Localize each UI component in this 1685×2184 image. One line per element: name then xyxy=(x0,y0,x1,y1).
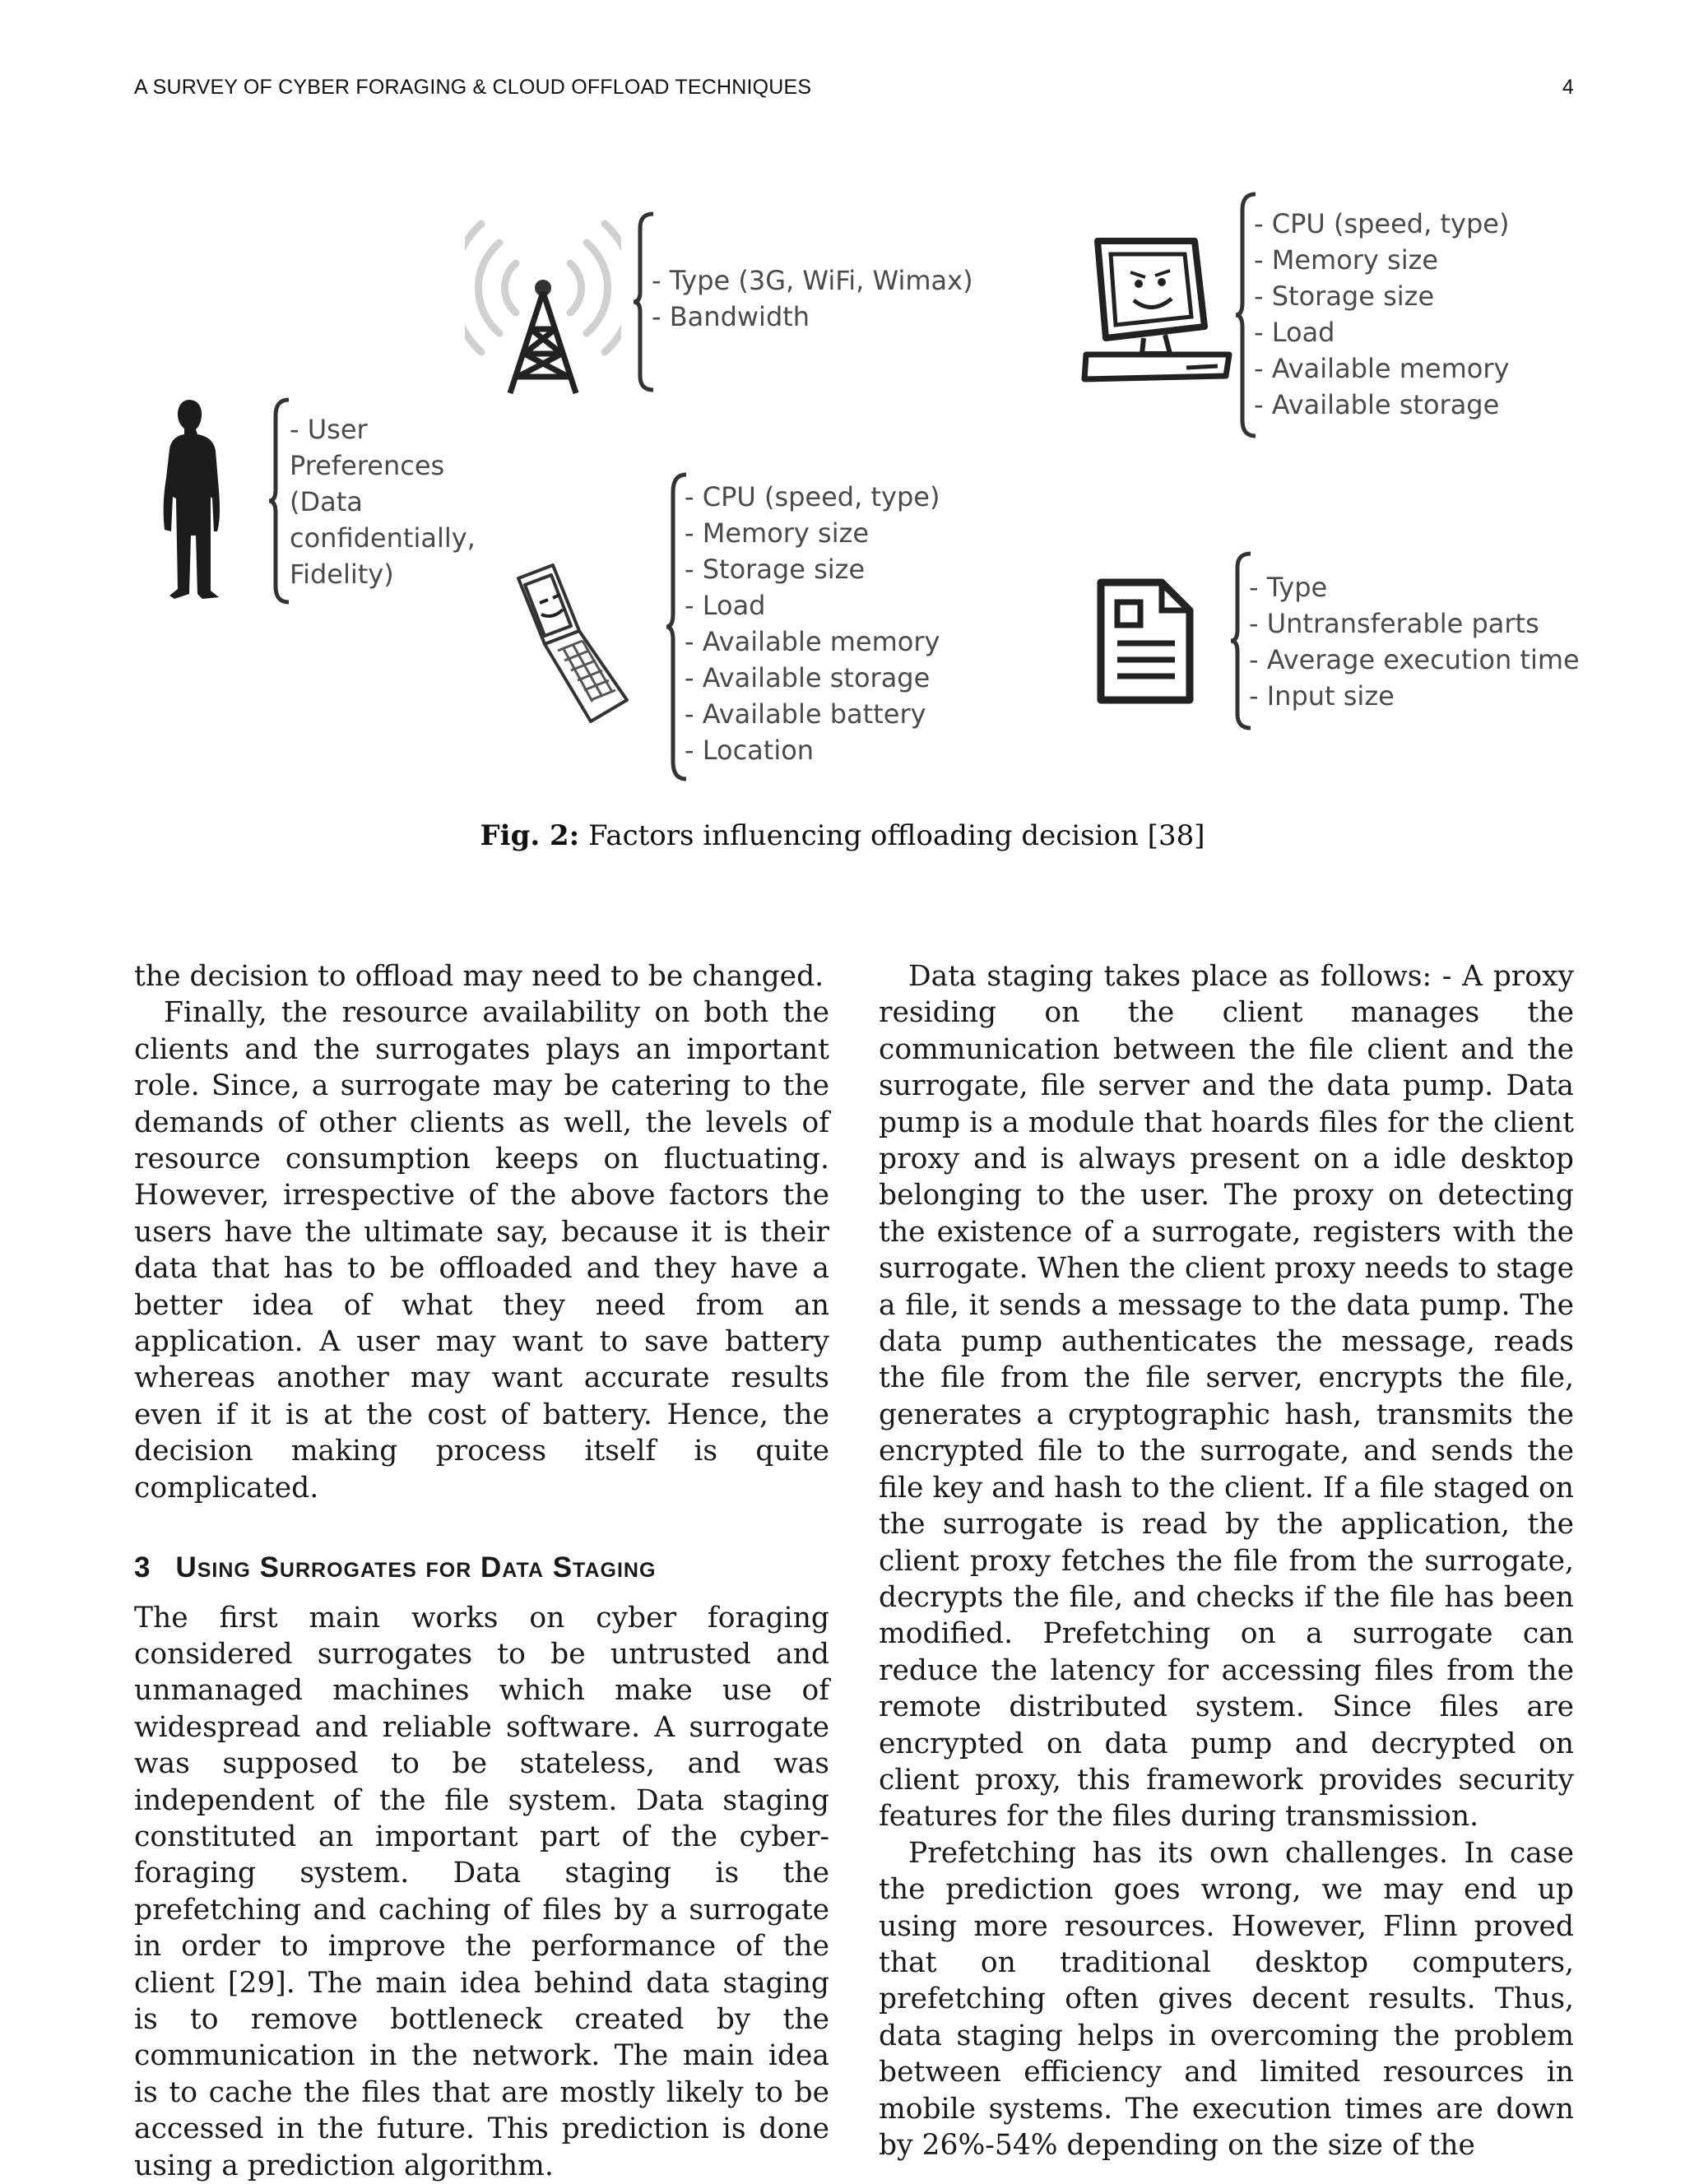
mobile-factor: - Available battery xyxy=(685,696,940,732)
mobile-factor: - Available memory xyxy=(685,624,940,660)
desktop-computer-icon xyxy=(1079,234,1236,387)
user-factor: - User xyxy=(290,411,476,447)
paragraph: Data staging takes place as follows: - A proxy residing on the client manages the communication between the file client and the surrogate, file server and the data pump. Data pump is a module that hoards files for the client proxy and is always present on a idle desktop belonging to the user. The proxy on detecting the existence of a surrogate, registers with the surrogate. When the client proxy needs to stage a file, it sends a message to the data pump. The data pump authenticates the message, reads the file from the file server, encrypts the file, generates a cryptographic hash, transmits the encrypted file to the surrogate, and sends the file key and hash to the client. If a file staged on the surrogate is read by the application, the client proxy fetches the file from the surrogate, decrypts the file, and checks if the file has been modified. Prefetching on a surrogate can reduce the latency for accessing files from the remote distributed system. Since files are encrypted on data pump and decrypted on client proxy, this framework provides security features for the files during transmission. xyxy=(879,958,1574,1835)
user-factor: Fidelity) xyxy=(290,556,476,592)
paragraph: The first main works on cyber foraging considered surrogates to be untrusted and unmanaged machines which make use of widespread and reliable software. A surrogate was supposed to be stateless, and was independent of the file system. Data staging constituted an important part of the cyberforaging system. Data staging is the prefetching and caching of files by a surrogate in order to improve the performance of the client [29]. The main idea behind data staging is to remove bottleneck created by the communication in the network. The main idea is to cache the files that are mostly likely to be accessed in the future. This prediction is done using a prediction algorithm. xyxy=(134,1600,829,2184)
paragraph: Finally, the resource availability on both the clients and the surrogates plays an important role. Since, a surrogate may be catering to the demands of other clients as well, the levels of resource consumption keeps on fluctuating. However, irrespective of the above factors the users have the ultimate say, because it is their data that has to be offloaded and they have a better idea of what they need from an application. A user may want to save battery whereas another may want accurate results even if it is at the cost of battery. Hence, the decision making process itself is quite complicated. xyxy=(134,995,829,1506)
cell-tower-icon xyxy=(465,206,621,399)
user-factor: confidentially, xyxy=(290,520,476,556)
mobile-factor: - Storage size xyxy=(685,551,940,587)
surrogate-factor: - Available memory xyxy=(1254,350,1509,387)
section-number: 3 xyxy=(134,1551,151,1584)
mobile-factors xyxy=(685,479,940,768)
figure-caption-label: Fig. 2: xyxy=(480,819,580,852)
surrogate-factor: - Available storage xyxy=(1254,387,1509,423)
surrogate-factors xyxy=(1254,206,1509,423)
paragraph: the decision to offload may need to be changed. xyxy=(134,958,829,995)
user-brace xyxy=(267,397,292,605)
surrogate-factor: - Storage size xyxy=(1254,278,1509,314)
mobile-phone-icon xyxy=(512,562,635,726)
network-factor: - Type (3G, WiFi, Wimax) xyxy=(652,262,973,299)
user-factors xyxy=(290,411,476,592)
mobile-factor: - Load xyxy=(685,587,940,624)
figure-caption xyxy=(0,819,1685,852)
user-factor: Preferences xyxy=(290,447,476,484)
running-title: A SURVEY OF CYBER FORAGING & CLOUD OFFLOAD TECHNIQUES xyxy=(134,76,811,100)
application-factor: - Type xyxy=(1249,569,1580,605)
page-number: 4 xyxy=(1562,76,1574,100)
figure-2 xyxy=(0,0,1685,897)
person-silhouette-icon xyxy=(155,400,229,601)
surrogate-factor: - CPU (speed, type) xyxy=(1254,206,1509,242)
left-column xyxy=(134,958,829,2184)
mobile-factor: - Memory size xyxy=(685,515,940,551)
application-factor: - Input size xyxy=(1249,678,1580,714)
application-factor: - Average execution time xyxy=(1249,642,1580,678)
application-factors xyxy=(1249,569,1580,714)
paragraph: Prefetching has its own challenges. In case the prediction goes wrong, we may end up using more resources. However, Flinn proved that on traditional desktop computers, prefetching often gives decent results. Thus, data staging helps in overcoming the problem between efficiency and limited resources in mobile systems. The execution times are down by 26%-54% depending on the size of the xyxy=(879,1835,1574,2164)
figure-caption-text: Factors influencing offloading decision [38] xyxy=(588,819,1205,852)
user-factor: (Data xyxy=(290,484,476,520)
right-column xyxy=(879,958,1574,2163)
mobile-factor: - Location xyxy=(685,732,940,768)
network-factors xyxy=(652,262,973,335)
mobile-factor: - CPU (speed, type) xyxy=(685,479,940,515)
surrogate-factor: - Memory size xyxy=(1254,242,1509,278)
document-icon xyxy=(1096,577,1195,705)
surrogate-factor: - Load xyxy=(1254,314,1509,350)
section-title: Using Surrogates for Data Staging xyxy=(175,1551,656,1584)
network-factor: - Bandwidth xyxy=(652,299,973,335)
mobile-factor: - Available storage xyxy=(685,660,940,696)
application-factor: - Untransferable parts xyxy=(1249,605,1580,642)
section-heading xyxy=(134,1550,829,1586)
